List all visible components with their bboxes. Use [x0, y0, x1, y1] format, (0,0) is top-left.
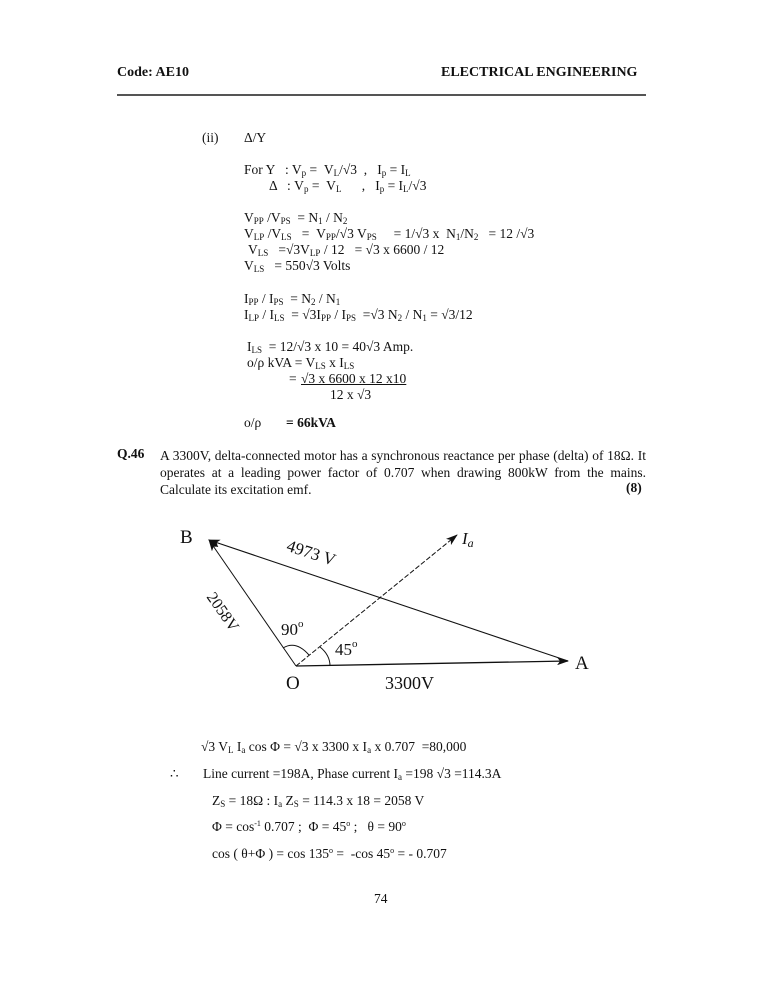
header-subject: ELECTRICAL ENGINEERING [441, 65, 638, 80]
angle-90-value: 90 [281, 620, 298, 639]
phasor-ab [209, 540, 568, 661]
question-marks: (8) [626, 480, 642, 495]
point-label-b: B [180, 527, 193, 548]
angle-label-90: 90$^o$ [281, 618, 304, 639]
point-label-o: O [286, 673, 300, 694]
question-number: Q.46 [117, 446, 145, 461]
relation-delta: Δ : $V_p = V_L$ , $I_p = I_L/√3$ [269, 178, 427, 194]
phi-line: $\Phi = \cos^{-1} 0.707$ ; $\Phi = 45^o$ ; $\theta = 90^o$ [212, 819, 406, 834]
label-oa: 3300V [385, 673, 434, 693]
part-title: Δ/Y [244, 130, 267, 145]
point-label-a: A [575, 653, 589, 674]
fraction-equals: = [289, 371, 297, 386]
kva-line-1: $I_{LS} = 12/√3$ x 10 = 40√3 Amp. [247, 339, 414, 355]
fraction-denominator: 12 x √3 [330, 387, 372, 402]
current-line-1: $I_{PP} / I_{PS} = N_2 / N_1$ [244, 291, 341, 307]
kva-line-2: o/ρ kVA = $V_{LS}$ x $I_{LS}$ [247, 355, 355, 371]
current-label-sub: a [467, 536, 474, 550]
current-line: Line current =198A, Phase current $I_a =198$ √3 =114.3A [203, 766, 502, 782]
fraction-numerator: √3 x 6600 x 12 x10 [301, 371, 407, 386]
voltage-line-4: $V_{LS} = 550√3$ Volts [244, 258, 351, 274]
current-label-i: I [462, 529, 468, 548]
current-label [462, 530, 474, 549]
voltage-line-3: $V_{LS} =√3V_{LP} / 12 = √3$ x 6600 / 12 [248, 242, 445, 258]
angle-arc-45 [320, 647, 330, 666]
result-label: o/ρ [244, 415, 262, 430]
label-ab: 4973 V [284, 536, 339, 570]
angle-45-value: 45 [335, 640, 352, 659]
zs-line: $Z_S = 18\Omega$ : $I_a$ $Z_S = 114.3$ x 18 = 2058 V [212, 793, 425, 809]
part-label: (ii) [202, 130, 219, 145]
result-value: = 66kVA [286, 415, 336, 430]
cos-line: cos ( θ+Φ ) = $\cos 135^o = -\cos$ $45^o$ = - 0.707 [212, 846, 447, 861]
power-equation: √3 $V_L$ $I_a$ cos Φ = √3 x 3300 x $I_a$ x 0.707 =80,000 [201, 739, 467, 755]
voltage-line-2: $V_{LP}$ $/V_{LS} = V_{PP}/√3$ $V_{PS}$ = 1/√3 x $N_1/N_2 = 12$ /√3 [244, 226, 535, 242]
voltage-line-1: $V_{PP}$ $/V_{PS} = N_1 / N_2$ [244, 210, 348, 226]
current-line-2: $I_{LP} / I_{LS} = √3I_{PP} / I_{PS} =√3$ $N_2 / N_1 = √3/12$ [244, 307, 473, 323]
header-code: Code: AE10 [117, 65, 189, 80]
label-ob: 2058V [202, 589, 242, 635]
therefore-symbol: ∴ [170, 766, 179, 781]
page-number: 74 [374, 891, 388, 906]
relation-y: For Y : $V_p = V_L/√3$ , $I_p = I_L$ [244, 162, 411, 178]
phasor-oa [296, 661, 568, 666]
question-body: A 3300V, delta-connected motor has a synchronous reactance per phase (delta) of 18Ω. It operates at a leading power factor of 0.707 when drawing 800kW from the mains. Calculate its excitation emf. [160, 448, 646, 497]
angle-label-45: 45$^o$ [335, 638, 358, 659]
